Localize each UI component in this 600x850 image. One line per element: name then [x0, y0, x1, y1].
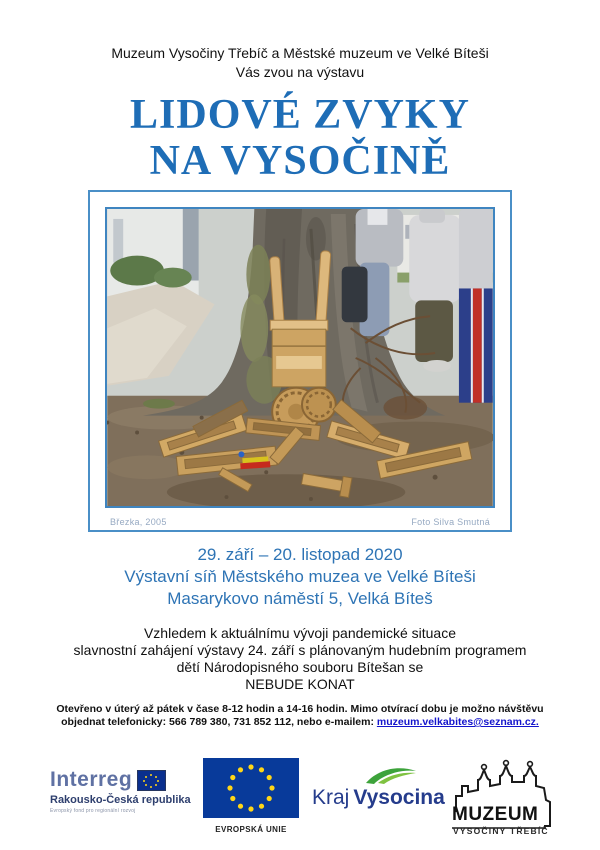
- photo-frame: [88, 190, 512, 532]
- hours-line-2-text: objednat telefonicky: 566 789 380, 731 852 112, nebo e-mailem:: [61, 716, 377, 728]
- interreg-wordmark: Interreg: [50, 768, 133, 791]
- photo-illustration: [107, 209, 493, 506]
- pandemic-notice: [0, 625, 600, 693]
- hours-line-1: Otevřeno v úterý až pátek v čase 8-12 hodin a 14-16 hodin. Mimo otvírací dobu je možno návštěvu: [56, 703, 544, 715]
- title-line-2: NA VYSOČINĚ: [149, 138, 451, 184]
- eu-flag-icon: [203, 758, 299, 818]
- exhibition-photo: [105, 207, 495, 508]
- muzeum-wordmark: MUZEUM: [452, 804, 539, 825]
- interreg-subtitle: Rakousko-Česká republika: [50, 794, 191, 806]
- notice-line-2: slavnostní zahájení výstavy 24. září s plánovaným hudebním programem: [73, 642, 527, 658]
- event-details: [0, 544, 600, 610]
- invitation-line: Vás zvou na výstavu: [235, 64, 365, 80]
- notice-line-4: NEBUDE KONAT: [245, 676, 355, 692]
- photo-caption-credit: Foto Silva Smutná: [411, 517, 490, 527]
- eu-caption: EVROPSKÁ UNIE: [215, 825, 287, 834]
- interreg-tagline: Evropský fond pro regionální rozvoj: [50, 808, 136, 814]
- hours-line-2: [0, 716, 600, 729]
- opening-hours: [0, 703, 600, 729]
- muzeum-subtitle: VYSOČINY TŘEBÍČ: [453, 826, 549, 836]
- kraj-vysocina-logo: [312, 765, 445, 810]
- event-venue: Výstavní síň Městského muzea ve Velké Bíteši: [124, 567, 476, 586]
- muzeum-trebic-logo: [448, 756, 563, 840]
- interreg-logo: [50, 768, 200, 814]
- poster-header: [0, 44, 600, 82]
- title-line-1: LIDOVÉ ZVYKY: [130, 92, 470, 138]
- branch-pile: [383, 396, 427, 420]
- kraj-word-2: Vysocina: [353, 786, 445, 809]
- kraj-word-1: Kraj: [312, 786, 350, 809]
- photo-caption-place: Březka, 2005: [110, 517, 167, 527]
- organizers-line: Muzeum Vysočiny Třebíč a Městské muzeum ve Velké Bíteši: [111, 45, 489, 61]
- exhibition-title: [0, 92, 600, 184]
- event-dates: 29. září – 20. listopad 2020: [197, 545, 403, 564]
- notice-line-3: dětí Národopisného souboru Bítešan se: [176, 659, 424, 675]
- email-link[interactable]: muzeum.velkabites@seznam.cz.: [376, 716, 539, 728]
- kraj-swoosh-icon: [364, 765, 418, 785]
- notice-line-1: Vzhledem k aktuálnímu vývoji pandemické situace: [143, 625, 457, 641]
- eu-logo: [201, 758, 301, 834]
- interreg-eu-flag-icon: [137, 770, 166, 791]
- event-address: Masarykovo náměstí 5, Velká Bíteš: [167, 589, 433, 608]
